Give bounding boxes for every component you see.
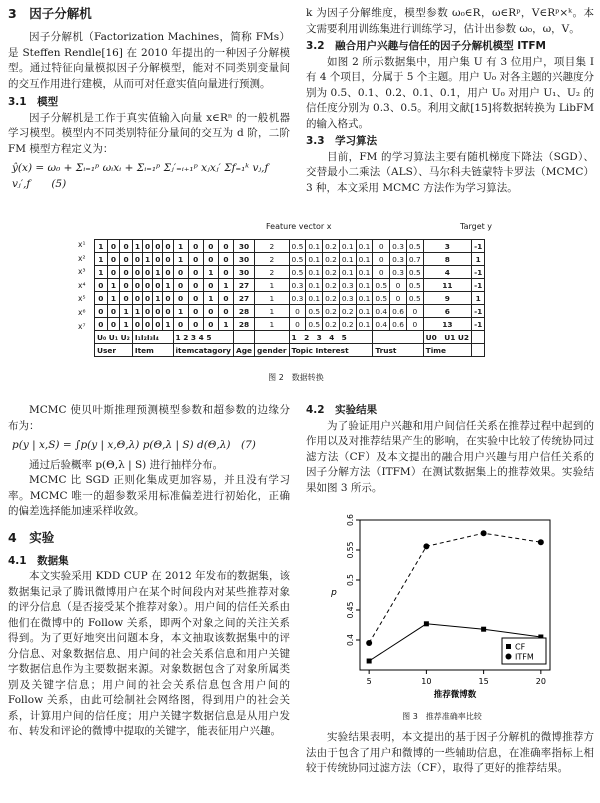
row-label: x⁶ (78, 308, 86, 317)
feature-cell: 0.1 (339, 253, 356, 266)
feature-cell: 0 (203, 240, 218, 253)
cf-point (424, 621, 429, 626)
sub-cell: I₁I₂I₃I₄ (132, 331, 173, 344)
feature-cell: 0 (163, 240, 173, 253)
feature-cell: 0.1 (356, 292, 373, 305)
right-column-conclusion (306, 730, 594, 777)
feature-cell: 28 (234, 318, 255, 331)
feature-cell: -1 (472, 266, 485, 279)
legend-entry: CF (515, 642, 526, 652)
feature-row (95, 279, 485, 292)
sub-cell: 1 2 3 4 5 (173, 331, 234, 344)
feature-cell: 0 (143, 279, 153, 292)
dataset-paragraph: 本文实验采用 KDD CUP 在 2012 年发布的数据集，该数据集记录了腾讯微博用户在某个时间段内对某些推荐对象的评分信息（是否接受某个推荐对象）。用户间的信任关系由他们在微博中的 Follow 关系，即两个对象之间的关注关系得到。为了更好地突出问题本身，本文抽取该数据集中的评分信息、对象数据信息、用户间的社会关系信息和用户关键字数据信息作为主要数据来源。对象数据包含了对象所属类别及关键字信息；用户间的社会关系信息包含用户间的 Follow 关系，由此可绘制社会网络图，得到用户的社会关系，计算用户间的信任度；用户关键字数据信息是从用户发布、转发和评论的微博中提取的关键字，能表征用户兴趣。 (8, 570, 290, 737)
itfm-point (481, 530, 487, 536)
feature-cell: 0 (143, 318, 153, 331)
feature-cell: 0 (143, 240, 153, 253)
feature-cell: 0 (95, 292, 108, 305)
section-3-2-paragraph: 如图 2 所示数据集中，用户集 U 有 3 位用户，项目集 I 有 4 个项目，分属于 5 个主题。用户 U₀ 对各主题的兴趣度分别为 0.5、0.1、0.2、0.1、0.1，用户 U₀ 对用户 U₁、U₂ 的信任度分别为 0.3、0.5。利用文献[15]将数据转换为 LibFM 的输入格式。 (306, 55, 594, 130)
feature-cell: 0 (173, 318, 188, 331)
feature-cell: 0 (132, 318, 142, 331)
feature-cell: 1 (173, 305, 188, 318)
feature-cell: 0 (153, 279, 163, 292)
equation-5: ŷ(x) = ω₀ + Σᵢ₌₁ᵖ ωᵢxᵢ + Σᵢ₌₁ᵖ Σⱼ′₌ᵢ₊₁ᵖ xⱼxⱼ′ Σ𝑓₌₁ᵏ vⱼ,𝑓 vⱼ′,𝑓 (5) (12, 162, 269, 190)
feature-cell: 4 (423, 266, 471, 279)
feature-cell: 0 (373, 253, 390, 266)
feature-cell: 1 (203, 292, 218, 305)
section-3-1-heading: 3.1 模型 (8, 96, 59, 108)
feature-cell: 1 (218, 279, 233, 292)
y-tick-label: 0.5 (346, 574, 355, 586)
feature-cell: 0 (289, 318, 306, 331)
conclusion-paragraph: 实验结果表明，本文提出的基于因子分解机的微博推荐方法由于包含了用户和微博的一些辅助信息，在准确率指标上相较于传统协同过滤方法（CF），取得了更好的推荐结果。 (306, 731, 594, 774)
legend-cf-marker (506, 644, 511, 649)
groups-cell: itemcatagory (173, 344, 234, 357)
feature-cell: 0 (188, 318, 203, 331)
feature-cell: 0 (120, 240, 133, 253)
feature-cell: 0.1 (356, 305, 373, 318)
feature-cell: 0 (203, 305, 218, 318)
feature-cell: 1 (163, 279, 173, 292)
feature-cell: 0 (163, 292, 173, 305)
feature-cell: 1 (120, 318, 133, 331)
feature-cell: 0.2 (323, 266, 340, 279)
feature-cell: 1 (95, 266, 108, 279)
feature-cell: 0.5 (306, 305, 323, 318)
equation-7: p(y | x,S) = ∫p(y | x,Θ,λ) p(Θ,λ | S) d(Θ,λ) (7) (12, 439, 256, 451)
feature-cell: 0 (218, 292, 233, 305)
feature-cell: 0 (163, 253, 173, 266)
feature-cell: 1 (173, 240, 188, 253)
feature-cell: 1 (163, 318, 173, 331)
feature-cell: 9 (423, 292, 471, 305)
x-tick-label: 20 (535, 677, 546, 686)
feature-cell: 0 (95, 305, 108, 318)
feature-cell: 0 (188, 292, 203, 305)
sub-cell: 1 2 3 4 5 (289, 331, 373, 344)
feature-vector-label: Feature vector x (266, 222, 332, 231)
feature-cell: 0.2 (323, 292, 340, 305)
feature-cell: 0.5 (289, 240, 306, 253)
groups-cell: Item (132, 344, 173, 357)
feature-cell: 0.1 (356, 253, 373, 266)
groups-cell: Age (234, 344, 255, 357)
feature-cell: 0.1 (306, 253, 323, 266)
feature-cell: 0 (153, 240, 163, 253)
section-3-paragraph: 因子分解机（Factorization Machines，简称 FMs）是 Steffen Rendle[16] 在 2010 年提出的一种因子分解模型。通过特征向量模拟因子分解模型，能对不同类别变量间的交互作用进行建模，从而可对任意实值向量进行预测。 (8, 31, 290, 90)
feature-cell: 0 (107, 240, 120, 253)
feature-cell: 0 (406, 318, 423, 331)
left-column-bottom (8, 403, 290, 740)
mcmc-sgd-paragraph: MCMC 比 SGD 正则化集成更加容易，并且没有学习率。MCMC 唯一的超参数采用标准偏差进行初始化，正确的偏差选择能加速采样收敛。 (8, 474, 290, 517)
right-column-bottom (306, 403, 594, 496)
feature-cell: 0 (153, 305, 163, 318)
feature-cell: 0 (143, 266, 153, 279)
feature-cell: 0 (373, 266, 390, 279)
feature-cell: 0.2 (339, 305, 356, 318)
target-label: Target y (460, 222, 493, 231)
feature-cell: 30 (234, 266, 255, 279)
feature-cell: 0.1 (306, 279, 323, 292)
feature-cell: 0.7 (406, 253, 423, 266)
sub-cell (472, 331, 485, 344)
sub-cell (234, 331, 255, 344)
row-label: x² (78, 253, 86, 263)
row-label: x¹ (78, 240, 86, 249)
feature-cell: 1 (153, 292, 163, 305)
y-axis-label: p (331, 588, 337, 598)
sub-row (95, 331, 485, 344)
feature-cell: 0.1 (339, 266, 356, 279)
section-3-3-paragraph: 目前，FM 的学习算法主要有随机梯度下降法（SGD）、交替最小二乘法（ALS）、马尔科夫链蒙特卡罗法（MCMC）3 种，本文采用 MCMC 方法作为学习算法。 (306, 150, 594, 194)
feature-cell: -1 (472, 240, 485, 253)
feature-cell: -1 (472, 279, 485, 292)
feature-cell: 0 (188, 266, 203, 279)
feature-cell: 2 (255, 266, 290, 279)
feature-cell: 0 (120, 279, 133, 292)
feature-cell: 0 (95, 279, 108, 292)
feature-cell: 0.5 (289, 253, 306, 266)
feature-cell: 1 (218, 318, 233, 331)
feature-cell: 0 (153, 318, 163, 331)
feature-cell: 6 (423, 305, 471, 318)
feature-cell: 0 (173, 266, 188, 279)
feature-cell: 0.2 (323, 305, 340, 318)
feature-cell: 0.2 (339, 318, 356, 331)
feature-cell: 0 (132, 292, 142, 305)
figure-3-caption: 图 3 推荐准确率比较 (402, 712, 482, 721)
figure-2 (76, 222, 516, 384)
feature-cell: 1 (132, 305, 142, 318)
left-column-top (8, 6, 290, 192)
feature-cell: 0 (95, 318, 108, 331)
feature-cell: 1 (173, 253, 188, 266)
feature-cell: 0 (390, 292, 407, 305)
legend-entry: ITFM (515, 652, 534, 662)
feature-cell: 0.3 (390, 240, 407, 253)
legend-itfm-marker (506, 654, 512, 660)
feature-cell: 0 (120, 266, 133, 279)
feature-cell: 0.3 (390, 266, 407, 279)
feature-cell: 1 (203, 266, 218, 279)
feature-cell: -1 (472, 305, 485, 318)
feature-row (95, 305, 485, 318)
feature-cell: 0.5 (373, 279, 390, 292)
cf-point (367, 659, 372, 664)
figure-2-caption: 图 2 数据转换 (268, 373, 324, 382)
feature-cell: 0.3 (289, 292, 306, 305)
section-3-heading: 3 因子分解机 (8, 6, 92, 21)
section-4-heading: 4 实验 (8, 529, 55, 545)
feature-cell: 0.5 (406, 279, 423, 292)
feature-cell: 0 (218, 266, 233, 279)
section-3-1-paragraph: 因子分解机是工作于真实值输入向量 x∈Rⁿ 的一般机器学习模型。模型内不同类别特征分量间的交互为 d 阶，二阶 FM 模型方程定义为： (8, 111, 290, 155)
feature-cell: 0 (188, 240, 203, 253)
section-3-2-heading: 3.2 融合用户兴趣与信任的因子分解机模型 ITFM (306, 40, 546, 52)
feature-cell: 1 (143, 253, 153, 266)
feature-cell: 0.5 (306, 318, 323, 331)
groups-cell: gender (255, 344, 290, 357)
feature-cell: 27 (234, 292, 255, 305)
x-tick-label: 10 (421, 677, 432, 686)
feature-cell: 1 (255, 292, 290, 305)
feature-cell: 0.1 (356, 240, 373, 253)
feature-cell: 0.3 (390, 253, 407, 266)
feature-row (95, 318, 485, 331)
groups-row (95, 344, 485, 357)
feature-cell: 1 (120, 305, 133, 318)
feature-cell: -1 (472, 318, 485, 331)
feature-cell: 0 (107, 305, 120, 318)
feature-cell: 1 (472, 292, 485, 305)
feature-cell: 0.1 (306, 292, 323, 305)
feature-cell: 1 (472, 253, 485, 266)
feature-row (95, 292, 485, 305)
feature-cell: 0.1 (356, 279, 373, 292)
feature-cell: 1 (255, 305, 290, 318)
groups-cell: Trust (373, 344, 423, 357)
feature-cell: 30 (234, 253, 255, 266)
feature-cell: 0 (188, 305, 203, 318)
feature-cell: 0.2 (323, 240, 340, 253)
feature-cell: 0.5 (289, 266, 306, 279)
feature-cell: 0 (120, 253, 133, 266)
feature-cell: 0 (120, 292, 133, 305)
feature-cell: 0.5 (406, 292, 423, 305)
feature-cell: 0 (107, 253, 120, 266)
feature-cell: 8 (423, 253, 471, 266)
feature-cell: 0.1 (306, 266, 323, 279)
feature-cell: 0 (163, 266, 173, 279)
mcmc-paragraph: MCMC 使贝叶斯推理预测模型参数和超参数的边缘分布为： (8, 404, 290, 432)
feature-cell: 0.6 (390, 305, 407, 318)
feature-cell: 1 (255, 318, 290, 331)
row-label: x³ (78, 267, 86, 277)
figure-3-chart (322, 510, 562, 710)
feature-cell: 0.5 (406, 240, 423, 253)
sub-cell: U₀ U₁ U₂ (95, 331, 133, 344)
sub-cell (373, 331, 423, 344)
groups-cell: User (95, 344, 133, 357)
y-tick-label: 0.4 (346, 634, 355, 646)
feature-cell: 1 (95, 253, 108, 266)
feature-cell: 1 (107, 279, 120, 292)
x-tick-label: 15 (478, 677, 489, 686)
feature-cell: 0 (132, 253, 142, 266)
row-label: x⁷ (78, 321, 86, 331)
row-label: x⁴ (78, 280, 86, 290)
feature-cell: 3 (423, 240, 471, 253)
feature-cell: 0.4 (373, 305, 390, 318)
groups-cell (472, 344, 485, 357)
feature-cell: 0 (203, 318, 218, 331)
feature-cell: 0.2 (323, 253, 340, 266)
x-tick-label: 5 (366, 677, 372, 686)
feature-cell: 1 (95, 240, 108, 253)
feature-cell: 27 (234, 279, 255, 292)
feature-cell: 2 (255, 240, 290, 253)
feature-row (95, 266, 485, 279)
feature-row (95, 253, 485, 266)
itfm-point (538, 539, 544, 545)
parameters-paragraph: k 为因子分解维度，模型参数 ω₀∈R，ω∈Rᵖ，V∈Rᵖ×ᵏ。本文需要利用训练集进行训练学习，估计出参数 ω₀，ω，V。 (306, 7, 594, 35)
feature-cell: 28 (234, 305, 255, 318)
feature-cell: 0 (218, 305, 233, 318)
feature-cell: 30 (234, 240, 255, 253)
sub-cell (255, 331, 290, 344)
feature-cell: 0 (107, 266, 120, 279)
feature-cell: 0 (143, 305, 153, 318)
feature-cell: 0 (153, 253, 163, 266)
x-axis-label: 推荐微博数 (433, 690, 477, 700)
feature-cell: 0 (203, 253, 218, 266)
section-4-1-heading: 4.1 数据集 (8, 554, 69, 567)
feature-cell: 0 (218, 240, 233, 253)
feature-cell: 0 (188, 253, 203, 266)
section-3-3-heading: 3.3 学习算法 (306, 135, 378, 147)
feature-cell: 0.5 (373, 292, 390, 305)
feature-cell: 0.1 (339, 240, 356, 253)
feature-cell: 0 (390, 279, 407, 292)
cf-point (481, 627, 486, 632)
feature-cell: 0 (107, 318, 120, 331)
feature-cell: 0 (203, 279, 218, 292)
feature-cell: 1 (255, 279, 290, 292)
feature-cell: 0.6 (390, 318, 407, 331)
feature-cell: 0.3 (339, 292, 356, 305)
feature-cell: 0.1 (356, 318, 373, 331)
feature-cell: 0 (406, 305, 423, 318)
groups-cell: Topic Interest (289, 344, 373, 357)
feature-cell: 0.3 (339, 279, 356, 292)
feature-cell: 0.2 (323, 318, 340, 331)
feature-cell: 13 (423, 318, 471, 331)
posterior-paragraph: 通过后验概率 p(Θ,λ | S) 进行抽样分布。 (29, 458, 224, 471)
feature-cell: 0 (218, 253, 233, 266)
feature-cell: 0 (289, 305, 306, 318)
feature-cell: 0 (143, 292, 153, 305)
results-paragraph: 为了验证用户兴趣和用户间信任关系在推荐过程中起到的作用以及对推荐结果产生的影响，在实验中比较了传统协同过滤方法（CF）及本文提出的融合用户兴趣与用户信任关系的因子分解方法（ITFM）在测试数据集上的推荐效果。实验结果如图 3 所示。 (306, 419, 594, 494)
feature-cell: 0 (173, 279, 188, 292)
section-4-2-heading: 4.2 实验结果 (306, 404, 378, 416)
itfm-point (423, 543, 429, 549)
feature-cell: 1 (107, 292, 120, 305)
feature-cell: 1 (132, 240, 142, 253)
feature-row (95, 240, 485, 253)
feature-table (94, 239, 485, 357)
feature-cell: 1 (153, 266, 163, 279)
groups-cell: Time (423, 344, 471, 357)
y-tick-label: 0.45 (346, 601, 355, 619)
feature-cell: 0 (173, 292, 188, 305)
feature-cell: 0 (373, 240, 390, 253)
feature-cell: 0.5 (406, 266, 423, 279)
feature-cell: 0.3 (289, 279, 306, 292)
row-label: x⁵ (78, 294, 86, 304)
feature-cell: 2 (255, 253, 290, 266)
feature-cell: 0.4 (373, 318, 390, 331)
feature-cell: 0 (163, 305, 173, 318)
y-tick-label: 0.55 (346, 541, 355, 559)
feature-cell: 0 (132, 279, 142, 292)
feature-cell: 0.1 (356, 266, 373, 279)
feature-cell: 0.1 (306, 240, 323, 253)
feature-cell: 0.2 (323, 279, 340, 292)
right-column-top (306, 6, 594, 196)
feature-cell: 0 (132, 266, 142, 279)
sub-cell: U0 U1 U2 (423, 331, 471, 344)
feature-cell: 11 (423, 279, 471, 292)
feature-cell: 0 (188, 279, 203, 292)
y-tick-label: 0.6 (346, 514, 355, 526)
itfm-point (366, 640, 372, 646)
